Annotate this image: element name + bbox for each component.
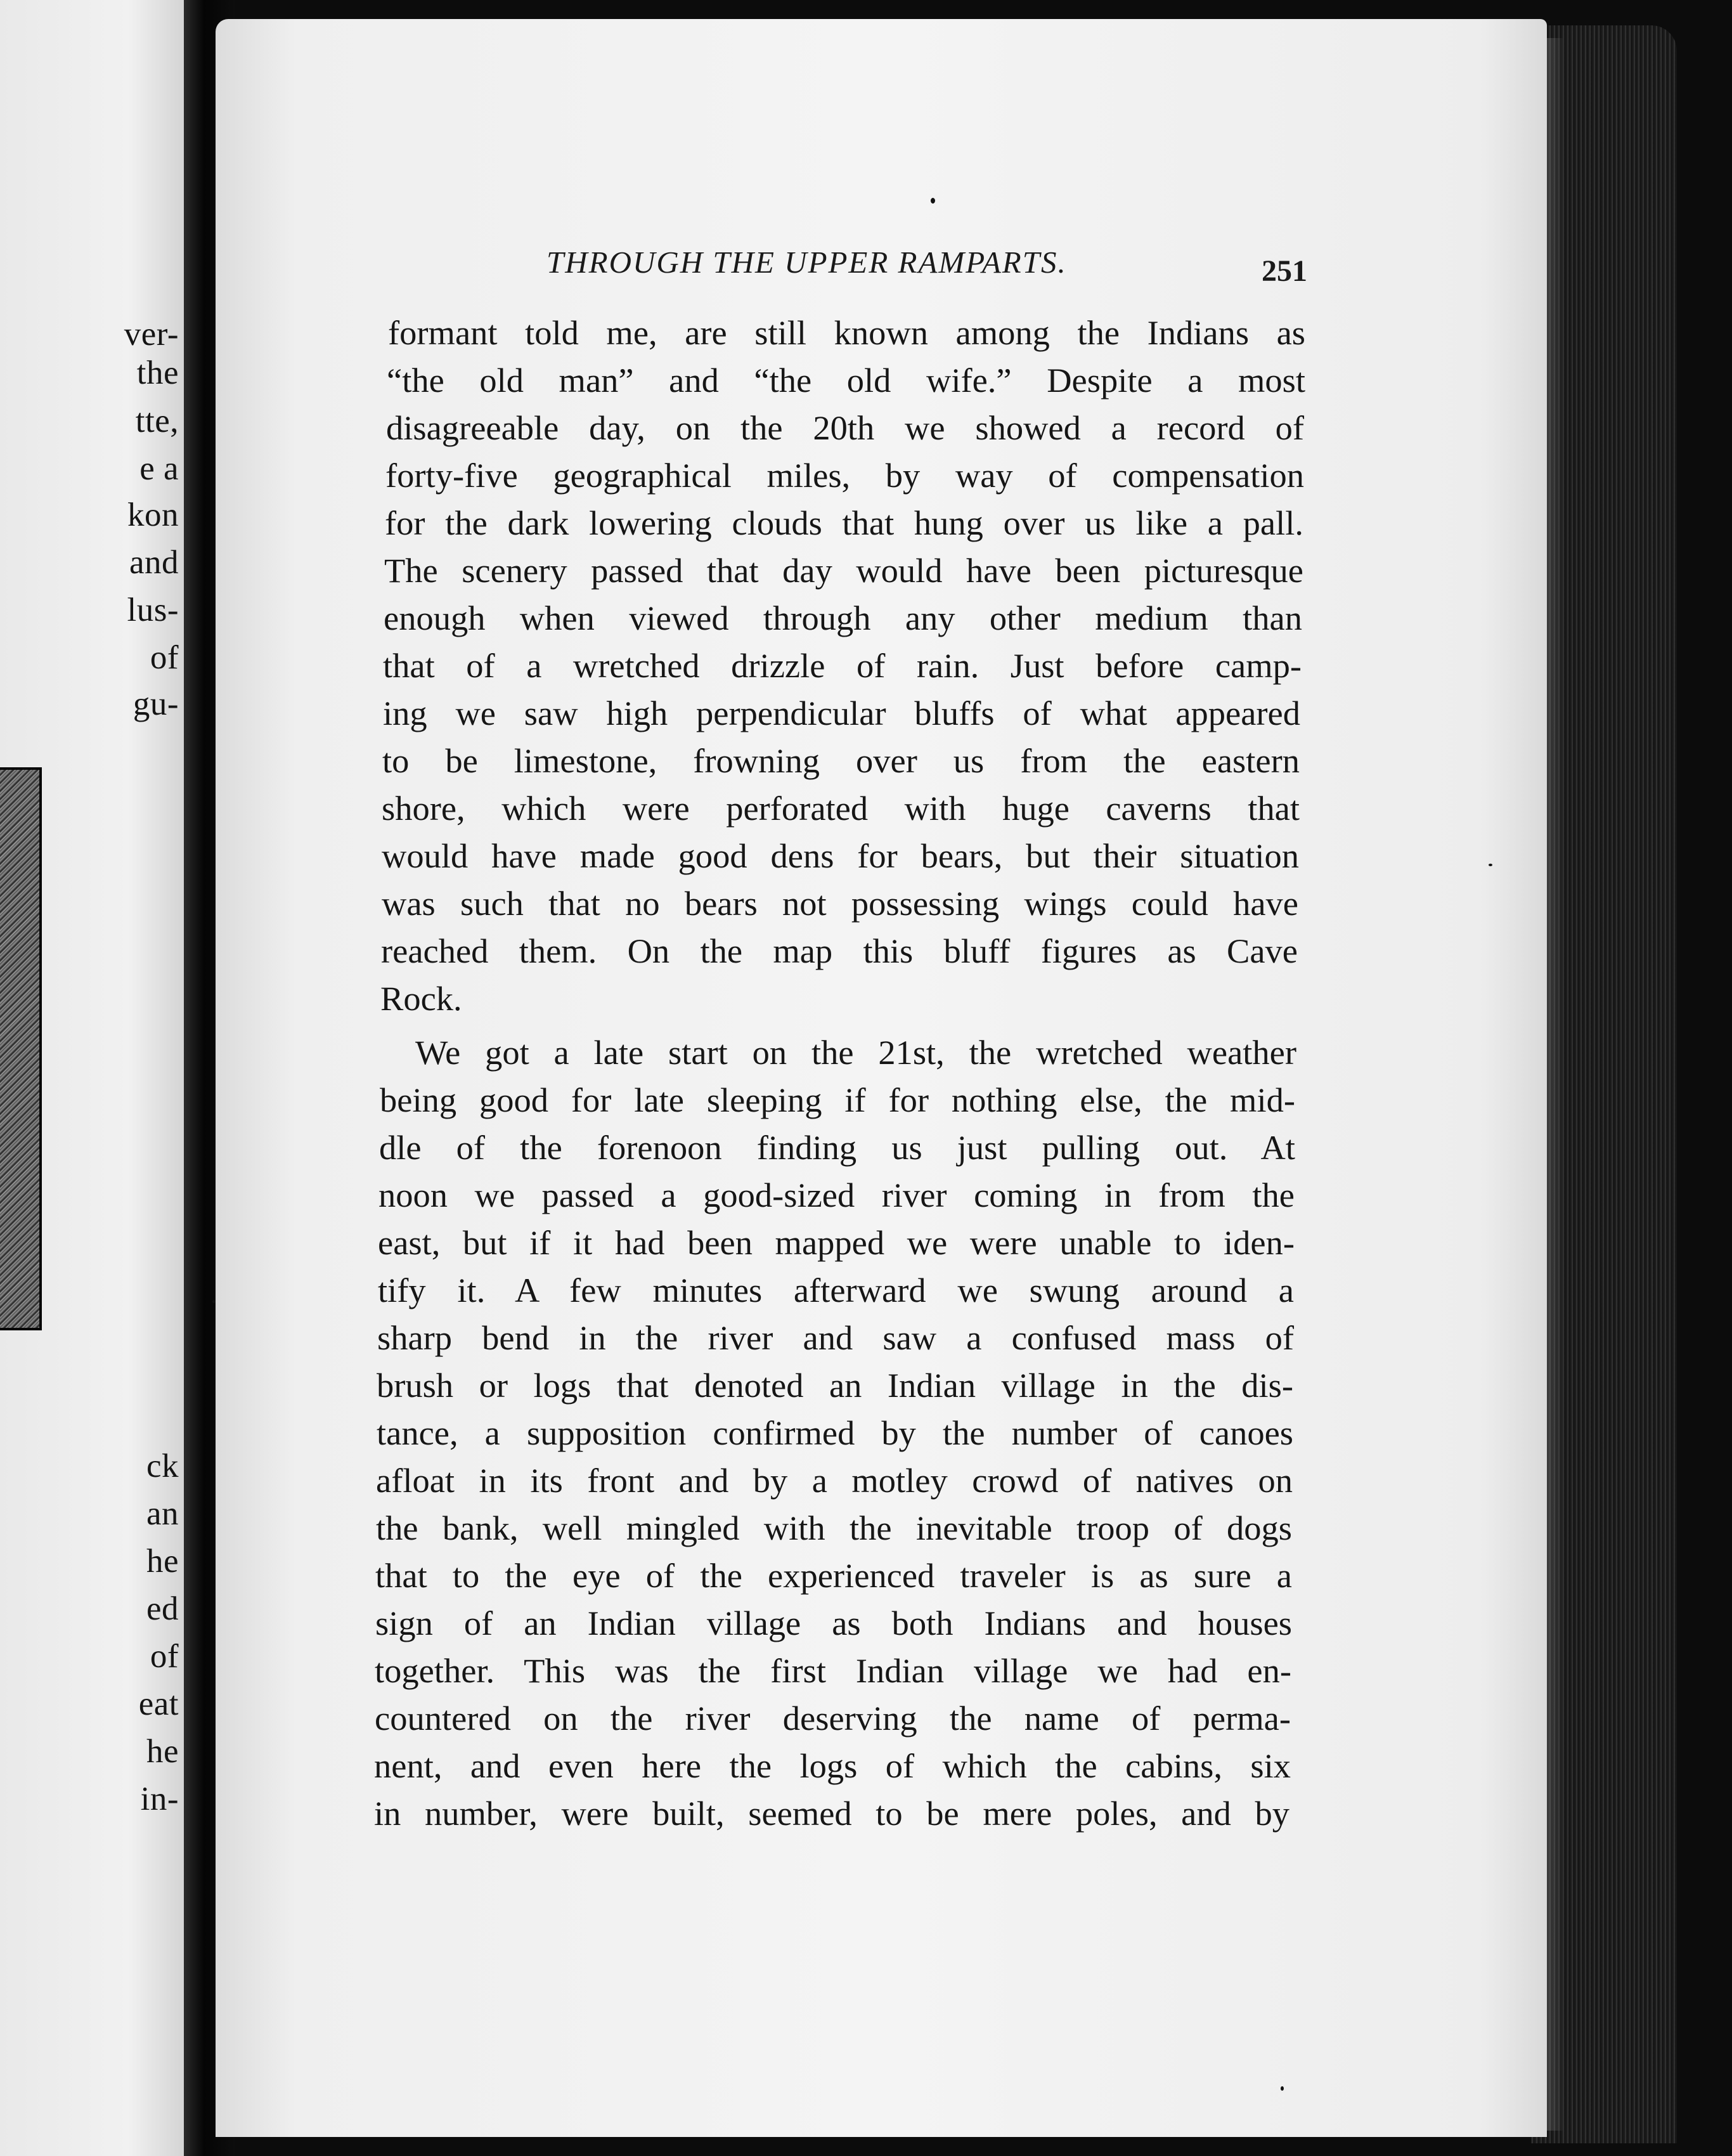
left-page-line: he: [146, 1543, 179, 1580]
text-line: brush or logs that denoted an Indian village in the dis-: [377, 1366, 1293, 1405]
left-page-line: in-: [140, 1781, 179, 1817]
left-page-line: tte,: [135, 403, 179, 439]
text-line: We got a late start on the 21st, the wretched weather: [415, 1033, 1296, 1072]
text-line: ing we saw high perpendicular bluffs of what appeared: [383, 694, 1300, 732]
text-line: was such that no bears not possessing wings could have: [382, 884, 1298, 923]
text-line: The scenery passed that day would have been picturesque: [384, 551, 1303, 590]
text-line: tance, a supposition confirmed by the number of canoes: [377, 1413, 1293, 1452]
text-line: formant told me, are still known among the Indians as: [388, 313, 1305, 352]
text-line: the bank, well mingled with the inevitable troop of dogs: [376, 1509, 1292, 1547]
text-line: noon we passed a good-sized river coming in from the: [378, 1176, 1295, 1214]
text-line: east, but if it had been mapped we were unable to iden-: [378, 1223, 1295, 1262]
dust-speck: [931, 198, 935, 204]
left-page-line: of: [150, 1638, 179, 1675]
text-line: for the dark lowering clouds that hung over us like a pall.: [385, 503, 1303, 542]
text-line: shore, which were perforated with huge caverns that: [382, 789, 1300, 828]
text-line: sign of an Indian village as both Indians and houses: [375, 1604, 1292, 1642]
left-page-line: gu-: [132, 685, 179, 722]
text-line: disagreeable day, on the 20th we showed a record of: [386, 408, 1304, 447]
left-page-line: an: [146, 1495, 179, 1532]
left-page-line: and: [129, 544, 179, 581]
left-page-line: he: [146, 1733, 179, 1770]
text-line: sharp bend in the river and saw a confused mass of: [377, 1318, 1294, 1357]
dust-speck: [1281, 2086, 1284, 2091]
left-page-line: ver-: [124, 316, 179, 353]
text-line: that of a wretched drizzle of rain. Just before camp-: [383, 646, 1302, 685]
text-line: enough when viewed through any other medium than: [384, 599, 1302, 637]
text-line: reached them. On the map this bluff figures as Cave: [381, 932, 1298, 970]
text-line: “the old man” and “the old wife.” Despite a most: [387, 361, 1305, 399]
text-line: Rock.: [380, 979, 462, 1018]
text-line: countered on the river deserving the name of perma-: [375, 1699, 1291, 1737]
left-page-line: lus-: [127, 592, 179, 628]
text-line: in number, were built, seemed to be mere poles, and by: [374, 1794, 1289, 1833]
dust-speck: [212, 1300, 216, 1303]
left-page-line: ck: [146, 1448, 179, 1484]
text-line: to be limestone, frowning over us from the eastern: [382, 741, 1300, 780]
left-page-line: e a: [139, 450, 179, 487]
text-line: tify it. A few minutes afterward we swung around a: [378, 1271, 1294, 1309]
left-page-line: ed: [146, 1590, 179, 1627]
text-line: afloat in its front and by a motley crowd of natives on: [376, 1461, 1293, 1500]
text-line: would have made good dens for bears, but their situation: [382, 836, 1299, 875]
text-line: that to the eye of the experienced traveler is as sure a: [375, 1556, 1292, 1595]
left-facing-page: [0, 0, 184, 2156]
text-line: dle of the forenoon finding us just pulling out. At: [379, 1128, 1295, 1167]
left-page-line: of: [150, 639, 179, 676]
text-line: being good for late sleeping if for nothing else, the mid-: [380, 1081, 1295, 1119]
left-page-line: kon: [127, 497, 179, 533]
running-head: THROUGH THE UPPER RAMPARTS.: [546, 245, 1067, 280]
text-line: forty-five geographical miles, by way of compensation: [385, 456, 1304, 495]
left-page-line: eat: [138, 1685, 179, 1722]
text-line: together. This was the first Indian village we had en-: [375, 1651, 1291, 1690]
left-page-line: the: [136, 354, 179, 391]
dust-speck: [1489, 864, 1492, 866]
left-page-illustration: [0, 767, 42, 1330]
text-line: nent, and even here the logs of which the cabins, six: [374, 1746, 1291, 1785]
page-number: 251: [1262, 254, 1307, 288]
